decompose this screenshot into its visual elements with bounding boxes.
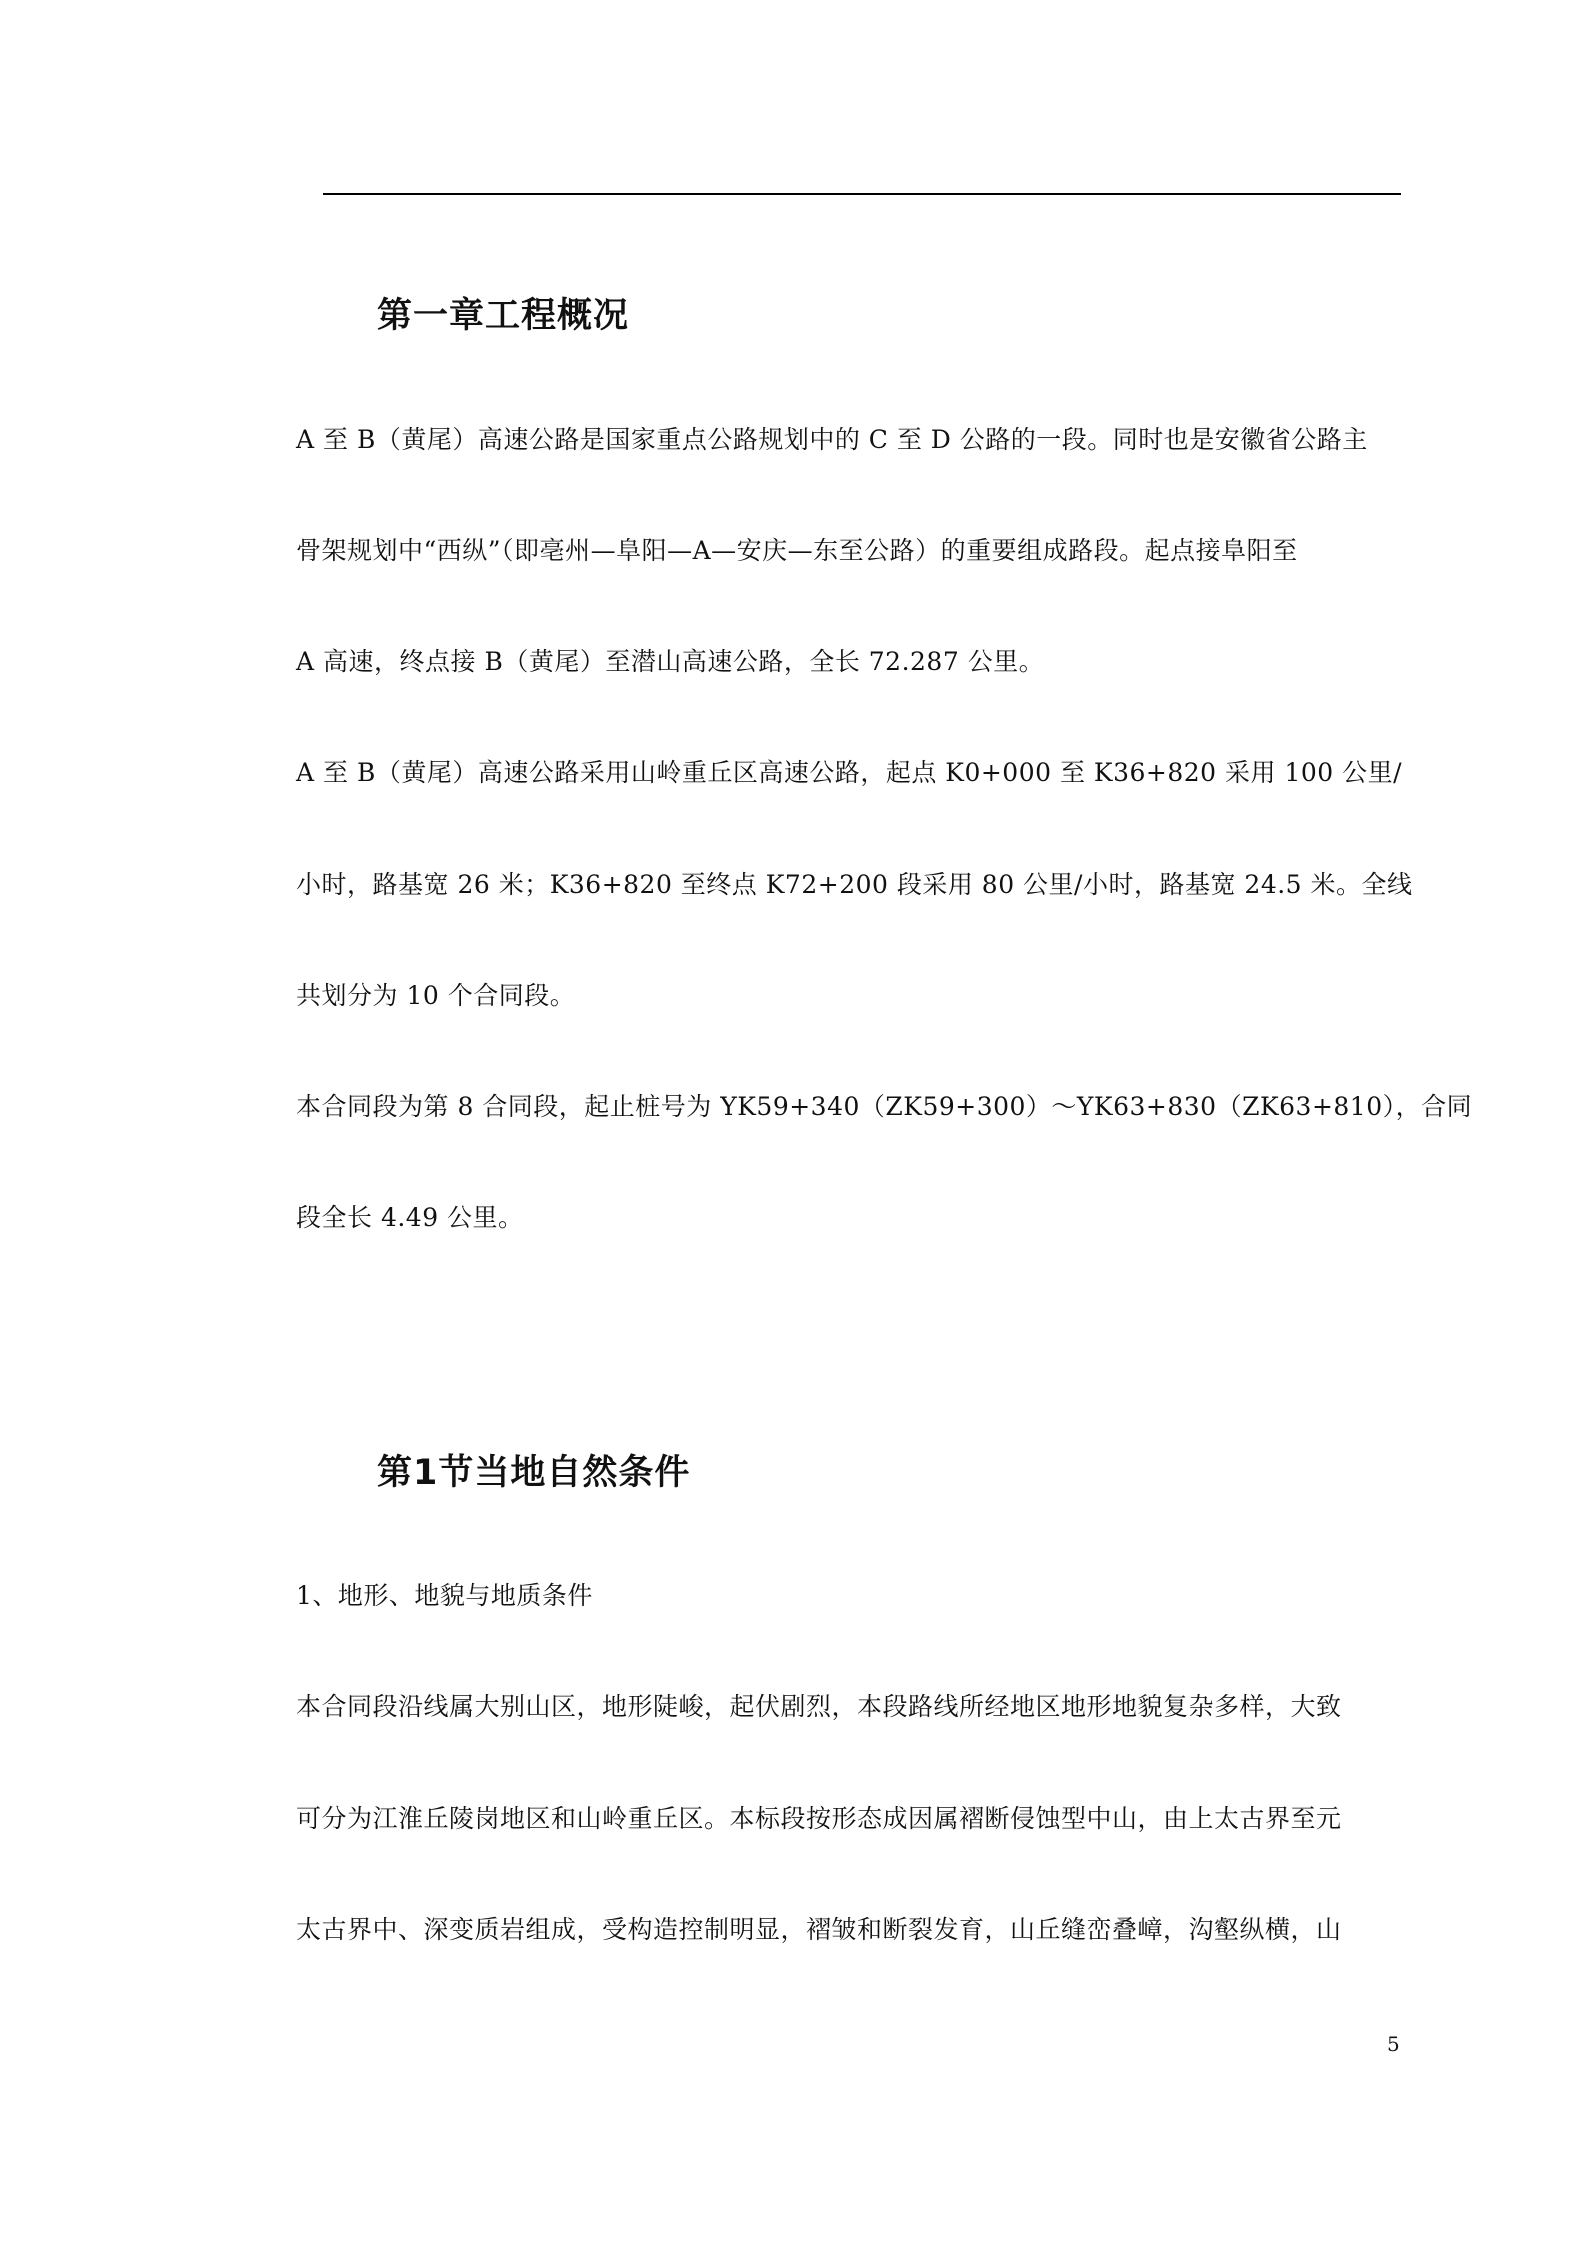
section-heading: 第1节当地自然条件 [377,1453,691,1493]
paragraph-line: A 至 B（黄尾）高速公路是国家重点公路规划中的 C 至 D 公路的一段。同时也是安徽省公路主 [296,425,1368,454]
paragraph-line: A 高速，终点接 B（黄尾）至潜山高速公路，全长 72.287 公里。 [296,647,1045,676]
paragraph-line: 小时，路基宽 26 米；K36+820 至终点 K72+200 段采用 80 公里/小时，路基宽 24.5 米。全线 [296,870,1413,899]
paragraph-line: 段全长 4.49 公里。 [296,1203,524,1232]
paragraph-line: 本合同段沿线属大别山区，地形陡峻，起伏剧烈，本段路线所经地区地形地貌复杂多样，大致 [296,1692,1342,1721]
subsection-label: 1、地形、地貌与地质条件 [296,1581,593,1610]
paragraph-line: 太古界中、深变质岩组成，受构造控制明显，褶皱和断裂发育，山丘缝峦叠嶂，沟壑纵横，山 [296,1915,1342,1944]
page-number: 5 [1387,2032,1400,2056]
paragraph-line: A 至 B（黄尾）高速公路采用山岭重丘区高速公路，起点 K0+000 至 K36+820 采用 100 公里/ [296,758,1403,787]
paragraph-line: 共划分为 10 个合同段。 [296,981,576,1010]
header-rule [323,193,1401,195]
paragraph-line: 本合同段为第 8 合同段，起止桩号为 YK59+340（ZK59+300）～YK63+830（ZK63+810），合同 [296,1092,1473,1121]
chapter-heading: 第一章工程概况 [377,296,630,336]
paragraph-line: 骨架规划中“西纵”（即亳州—阜阳—A—安庆—东至公路）的重要组成路段。起点接阜阳至 [296,536,1298,565]
paragraph-line: 可分为江淮丘陵岗地区和山岭重丘区。本标段按形态成因属褶断侵蚀型中山，由上太古界至元 [296,1804,1342,1833]
